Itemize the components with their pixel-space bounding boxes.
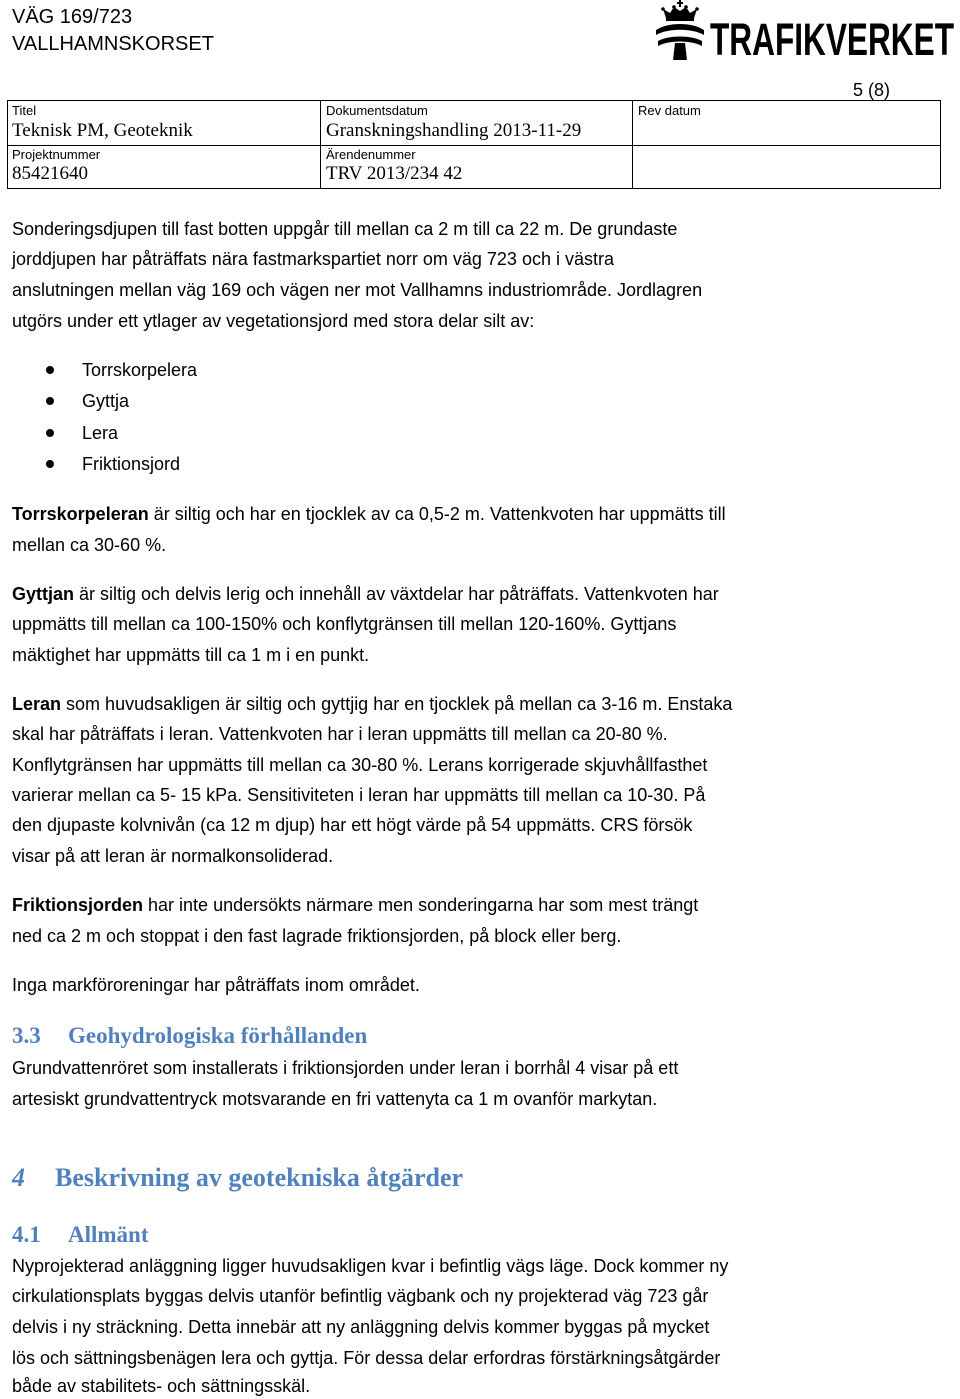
bullet-icon: [46, 397, 54, 405]
paragraph-line: Grundvattenröret som installerats i friktionsjorden under leran i borrhål 4 visar på ett: [12, 1058, 679, 1078]
intro-line: utgörs under ett ytlager av vegetationsjord med stora delar silt av:: [12, 311, 535, 331]
revision-date-label: Rev datum: [638, 103, 701, 118]
paragraph-line: både av stabilitets- och sättningsskäl.: [12, 1376, 311, 1396]
paragraph-line: ned ca 2 m och stoppat i den fast lagrade friktionsjorden, på block eller berg.: [12, 926, 622, 946]
paragraph-line: den djupaste kolvnivån (ca 12 m djup) har ett högt värde på 54 uppmätts. CRS försök: [12, 815, 693, 835]
list-item: Torrskorpelera: [82, 360, 198, 380]
paragraph-line: visar på att leran är normalkonsoliderad.: [12, 846, 334, 866]
paragraph-text: är siltig och har en tjocklek av ca 0,5-2 m. Vattenkvoten har uppmätts till: [153, 504, 726, 524]
page-number: 5 (8): [853, 80, 891, 100]
list-item: Friktionsjord: [82, 454, 181, 474]
paragraph-line: mäktighet har uppmätts till ca 1 m i en punkt.: [12, 645, 370, 665]
heading-title: Beskrivning av geotekniska åtgärder: [55, 1163, 464, 1192]
paragraph-line: varierar mellan ca 5- 15 kPa. Sensitiviteten i leran har uppmätts till mellan ca 10-30. På: [12, 785, 706, 805]
road-number: VÄG 169/723: [12, 6, 133, 28]
paragraph-line: artesiskt grundvattentryck motsvarande en fri vattenyta ca 1 m ovanför markytan.: [12, 1089, 658, 1109]
paragraph-line: skal har påträffats i leran. Vattenkvoten har i leran uppmätts till mellan ca 20-80 %.: [12, 724, 668, 744]
trafikverket-wordmark: [708, 12, 958, 62]
crown-emblem-icon: [650, 0, 710, 62]
heading-title: Allmänt: [68, 1222, 149, 1247]
table-divider-col: [320, 100, 321, 189]
paragraph-line: [12, 894, 698, 916]
paragraph-line: lös och sättningsbenägen lera och gyttja. För dessa delar erfordras förstärkningsåtgärder: [12, 1348, 721, 1368]
heading-title: Geohydrologiska förhållanden: [68, 1023, 368, 1048]
lera-term: Leran: [12, 694, 62, 714]
paragraph-line: uppmätts till mellan ca 100-150% och konflytgränsen till mellan 120-160%. Gyttjans: [12, 614, 677, 634]
gyttja-term: Gyttjan: [12, 584, 75, 604]
torrskorpelera-term: Torrskorpeleran: [12, 504, 149, 524]
paragraph-line: [12, 503, 726, 525]
paragraph-line: Nyprojekterad anläggning ligger huvudsakligen kvar i befintlig vägs läge. Dock kommer ny: [12, 1256, 729, 1276]
title-value: Teknisk PM, Geoteknik: [12, 120, 193, 141]
contamination-paragraph: Inga markföroreningar har påträffats inom området.: [12, 975, 420, 995]
table-border-bottom: [7, 188, 941, 189]
project-number-value: 85421640: [12, 163, 88, 184]
table-divider-col: [632, 100, 633, 189]
logo-text: TRAFIKVERKET: [710, 14, 954, 62]
intro-line: Sonderingsdjupen till fast botten uppgår till mellan ca 2 m till ca 22 m. De grundaste: [12, 219, 678, 239]
paragraph-text: är siltig och delvis lerig och innehåll av växtdelar har påträffats. Vattenkvoten har: [79, 584, 719, 604]
heading-number: 4: [12, 1163, 25, 1192]
paragraph-text: som huvudsakligen är siltig och gyttjig har en tjocklek på mellan ca 3-16 m. Enstaka: [66, 694, 733, 714]
paragraph-line: [12, 583, 719, 605]
project-name: VALLHAMNSKORSET: [12, 33, 214, 55]
intro-line: anslutningen mellan väg 169 och vägen ner mot Vallhamns industriområde. Jordlagren: [12, 280, 703, 300]
list-item: Gyttja: [82, 391, 130, 411]
paragraph-line: delvis i ny sträckning. Detta innebär att ny anläggning delvis kommer byggas på mycket: [12, 1317, 710, 1337]
paragraph-line: [12, 693, 732, 715]
table-border-right: [940, 100, 941, 189]
project-number-label: Projektnummer: [12, 147, 101, 162]
case-number-value: TRV 2013/234 42: [326, 163, 463, 184]
friktionsjord-term: Friktionsjorden: [12, 895, 144, 915]
title-label: Titel: [12, 103, 37, 118]
heading-number: 3.3: [12, 1023, 41, 1048]
document-date-label: Dokumentsdatum: [326, 103, 428, 118]
paragraph-line: cirkulationsplats byggas delvis utanför befintlig vägbank och ny projekterad väg 723 går: [12, 1286, 709, 1306]
paragraph-text: har inte undersökts närmare men sonderingarna har som mest trängt: [148, 895, 699, 915]
list-item: Lera: [82, 423, 119, 443]
bullet-icon: [46, 429, 54, 437]
document-date-value: Granskningshandling 2013-11-29: [326, 120, 582, 141]
paragraph-line: mellan ca 30-60 %.: [12, 535, 167, 555]
table-border-left: [7, 100, 8, 189]
bullet-icon: [46, 460, 54, 468]
case-number-label: Ärendenummer: [326, 147, 416, 162]
table-border-top: [7, 100, 941, 101]
bullet-icon: [46, 366, 54, 374]
table-divider-row: [7, 145, 941, 146]
intro-line: jorddjupen har påträffats nära fastmarkspartiet norr om väg 723 och i västra: [12, 249, 614, 269]
paragraph-line: Konflytgränsen har uppmätts till mellan ca 30-80 %. Lerans korrigerade skjuvhållfasthet: [12, 755, 708, 775]
heading-number: 4.1: [12, 1222, 41, 1247]
